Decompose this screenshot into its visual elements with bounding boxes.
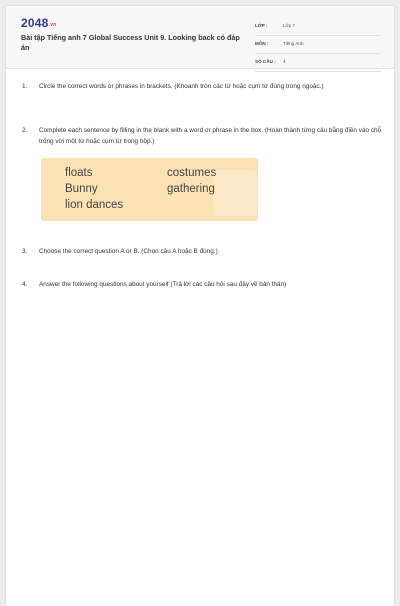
- question-text: Circle the correct words or phrases in brackets. (Khoanh tròn các từ hoặc cụm từ đúng trong ngoặc.): [39, 83, 324, 90]
- word-bunny: Bunny: [65, 183, 98, 195]
- question-count-value: 4: [283, 59, 286, 64]
- logo-main: 2048: [21, 16, 49, 30]
- class-value: Lớp 7: [283, 23, 295, 28]
- site-logo[interactable]: [21, 16, 56, 30]
- meta-row-subject: [255, 38, 381, 54]
- question-number: 4.: [22, 281, 28, 288]
- word-box: [41, 158, 258, 221]
- meta-row-class: [255, 20, 381, 36]
- question-number: 2.: [22, 127, 28, 134]
- question-2: [22, 125, 382, 147]
- word-lion-dances: lion dances: [65, 199, 124, 211]
- word-floats: floats: [65, 167, 93, 179]
- question-number: 1.: [22, 83, 28, 90]
- subject-label: MÔN :: [255, 41, 269, 46]
- question-text: Complete each sentence by filling in the blank with a word or phrase in the box. (Hoàn thành từng câu bằng điền vào chỗ trống với một từ hoặc cụm từ trong hộp.): [39, 127, 382, 145]
- image-glare: [213, 170, 257, 216]
- word-gathering: gathering: [167, 183, 215, 195]
- question-3: [22, 246, 382, 257]
- question-1: [22, 81, 382, 92]
- question-number: 3.: [22, 248, 28, 255]
- question-text: Choose the correct question A or B. (Chọn câu A hoặc B đúng.): [39, 248, 218, 255]
- meta-info: [255, 20, 381, 74]
- question-text: Answer the following questions about yourself (Trả lời các câu hỏi sau đây về bản thân): [39, 281, 287, 288]
- worksheet-page: [6, 6, 394, 606]
- logo-suffix: .vn: [48, 22, 57, 28]
- subject-value: Tiếng Anh: [283, 41, 304, 46]
- question-4: [22, 279, 382, 290]
- worksheet-header: [6, 6, 394, 69]
- meta-row-count: [255, 56, 381, 72]
- word-costumes: costumes: [167, 167, 217, 179]
- document-title: Bài tập Tiếng anh 7 Global Success Unit 9. Looking back có đáp án: [21, 33, 240, 52]
- question-count-label: SỐ CÂU :: [255, 59, 276, 64]
- class-label: LỚP :: [255, 23, 268, 28]
